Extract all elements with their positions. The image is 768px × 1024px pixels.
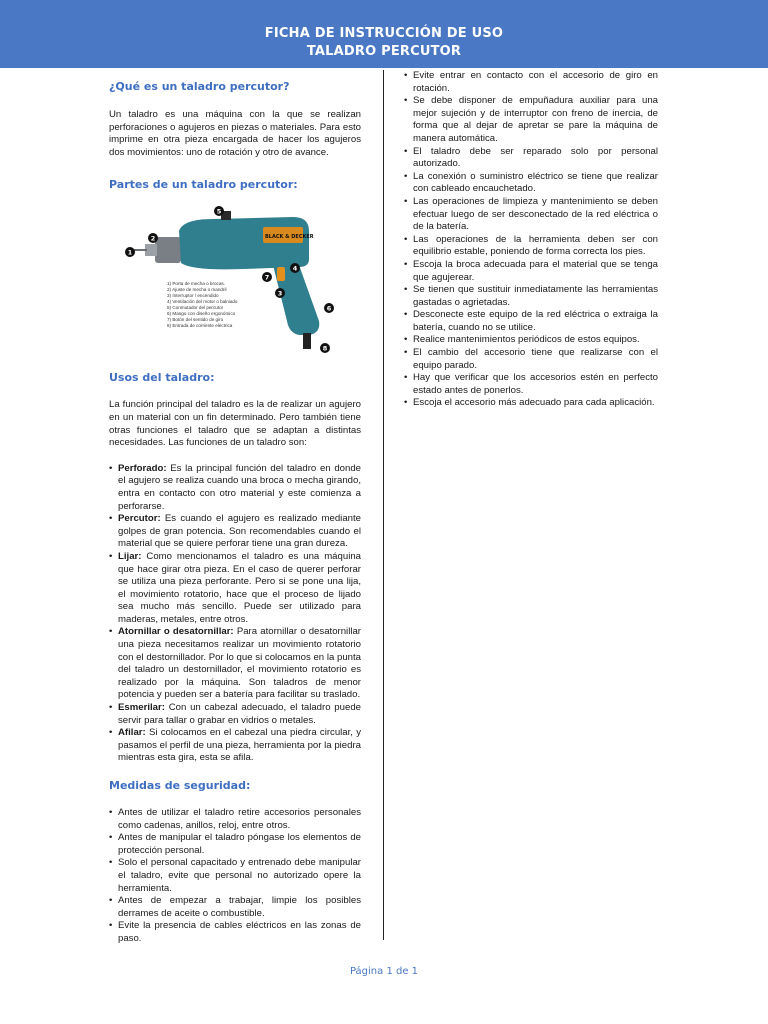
parts-heading: Partes de un taladro percutor: — [109, 178, 298, 192]
page-number: Página 1 de 1 — [349, 966, 419, 977]
svg-text:6: 6 — [326, 304, 332, 313]
legend-item: 2) Ajuste de mecha o mandril — [167, 287, 227, 293]
drill-figure — [123, 201, 353, 353]
svg-text:3: 3 — [277, 289, 283, 298]
legend-item: 1) Porta de mecha o brocas. — [167, 281, 225, 287]
list-item: • Atornillar o desatornillar: Para atornillar o desatornillar una pieza necesitamos realizar un movimiento rotatorio con el destornillador. Por lo que si colocamos en la punta del taladro un destornillador, el movimiento rotatorio es realizado por la máquina. Son taladros de menor potencia y pueden ser a batería para facilitar su traslado. — [109, 626, 361, 702]
brand-label: BLACK & DECKER — [265, 234, 314, 241]
svg-text:5: 5 — [216, 207, 222, 216]
list-item: • Solo el personal capacitado y entrenado debe manipular el taladro, evite que personal no autorizado opere la herramienta. — [109, 857, 361, 895]
list-item: • Se tienen que sustituir inmediatamente las herramientas gastadas o agrietadas. — [404, 284, 658, 309]
chuck-shape — [155, 237, 181, 263]
legend-item: 8) Entrada de corriente eléctrica — [167, 322, 233, 328]
list-item: • Hay que verificar que los accesorios estén en perfecto estado antes de ponerlos. — [404, 372, 658, 397]
parts-legend — [167, 281, 237, 328]
list-item: • Lijar: Como mencionamos el taladro es una máquina que hace girar otra pieza. En el caso de querer perforar se utiliza una pieza perforante. Pero si se pone una lija, el movimiento rotatorio, hace que el proceso de lijado sea mucho más sencillo. Puede ser utilizado para maderas, metales, entre otros. — [109, 551, 361, 627]
list-item: • Esmerilar: Con un cabezal adecuado, el taladro puede servir para tallar o grabar en vidrios o metales. — [109, 702, 361, 727]
safety-list-left — [109, 807, 361, 946]
list-item: • Las operaciones de limpieza y mantenimiento se deben efectuar luego de ser desconectado de la red eléctrica o de la batería. — [404, 196, 658, 234]
list-item: • Antes de utilizar el taladro retire accesorios personales como cadenas, anillos, reloj, entre otros. — [109, 807, 361, 832]
list-item: • Perforado: Es la principal función del taladro en donde el agujero se realiza cuando una broca o mecha girando, entra en contacto con otro material y este comienza a perforarse. — [109, 463, 361, 513]
drill-illustration — [123, 201, 353, 353]
list-item: • El cambio del accesorio tiene que realizarse con el equipo parado. — [404, 347, 658, 372]
uses-list — [109, 463, 361, 765]
list-item: • Las operaciones de la herramienta deben ser con equilibrio estable, poniendo de forma correcta los pies. — [404, 234, 658, 259]
legend-item: 4) Ventilación del motor o balniado — [167, 299, 238, 305]
safety-heading: Medidas de seguridad: — [109, 779, 251, 792]
svg-text:2: 2 — [150, 234, 156, 243]
list-item: • Percutor: Es cuando el agujero es realizado mediante golpes de gran potencia. Son recomendables cuando el material que se quiere perforar tiene una gran dureza. — [109, 513, 361, 551]
list-item: • El taladro debe ser reparado solo por personal autorizado. — [404, 146, 658, 171]
legend-item: 6) Mango con diseño ergonómico — [167, 310, 236, 316]
header-title: FICHA DE INSTRUCCIÓN DE USO — [264, 26, 504, 41]
legend-item: 7) Botón del sentido de giro — [167, 316, 224, 322]
what-heading: ¿Qué es un taladro percutor? — [109, 80, 290, 93]
header-subtitle: TALADRO PERCUTOR — [306, 44, 462, 59]
svg-text:1: 1 — [127, 248, 133, 257]
svg-text:4: 4 — [292, 264, 298, 273]
list-item: • La conexión o suministro eléctrico se tiene que realizar con cableado encauchetado. — [404, 171, 658, 196]
what-paragraph: Un taladro es una máquina con la que se realizan perforaciones o agujeros en piezas o materiales. Para esto imprime en otra pieza encargada de hacer los agujeros dos movimientos: uno de rotación y otro de avance. — [109, 109, 361, 158]
list-item: • Se debe disponer de empuñadura auxiliar para una mejor sujeción y de interruptor con freno de inercia, de forma que al dejar de apretar se pare la máquina de manera automática. — [404, 95, 658, 145]
drill-body-shape — [179, 217, 309, 269]
svg-text:7: 7 — [264, 273, 270, 282]
right-column — [404, 70, 658, 410]
uses-intro: La función principal del taladro es la de realizar un agujero en un material con un fin determinado. Pero también tiene otras funciones el taladro que se adaptan a distintas necesidades. Las funciones de un taladro son: — [109, 399, 361, 449]
uses-heading: Usos del taladro: — [109, 371, 215, 385]
list-item: • Antes de manipular el taladro póngase los elementos de protección personal. — [109, 832, 361, 857]
svg-text:8: 8 — [322, 344, 328, 353]
page-header — [0, 0, 768, 68]
column-divider — [383, 70, 384, 940]
list-item: • Evite la presencia de cables eléctricos en las zonas de paso. — [109, 920, 361, 945]
list-item: • Escoja la broca adecuada para el material que se tenga que agujerear. — [404, 259, 658, 284]
safety-list-right — [404, 70, 658, 410]
left-column — [109, 80, 361, 946]
legend-item: 3) Interruptor / encendido — [167, 293, 219, 299]
list-item: • Desconecte este equipo de la red eléctrica o extraiga la batería, cuando no se utilice. — [404, 309, 658, 334]
list-item: • Escoja el accesorio más adecuado para cada aplicación. — [404, 397, 658, 410]
list-item: • Antes de empezar a trabajar, limpie los posibles derrames de aceite o combustible. — [109, 895, 361, 920]
list-item: • Realice mantenimientos periódicos de estos equipos. — [404, 334, 658, 347]
list-item: • Afilar: Si colocamos en el cabezal una piedra circular, y pasamos el perfil de una pieza, herramienta por la piedra mientras esta gira, esta se afila. — [109, 727, 361, 765]
list-item: • Evite entrar en contacto con el accesorio de giro en rotación. — [404, 70, 658, 95]
legend-item: 5) Conmutador del percutor — [167, 305, 224, 310]
